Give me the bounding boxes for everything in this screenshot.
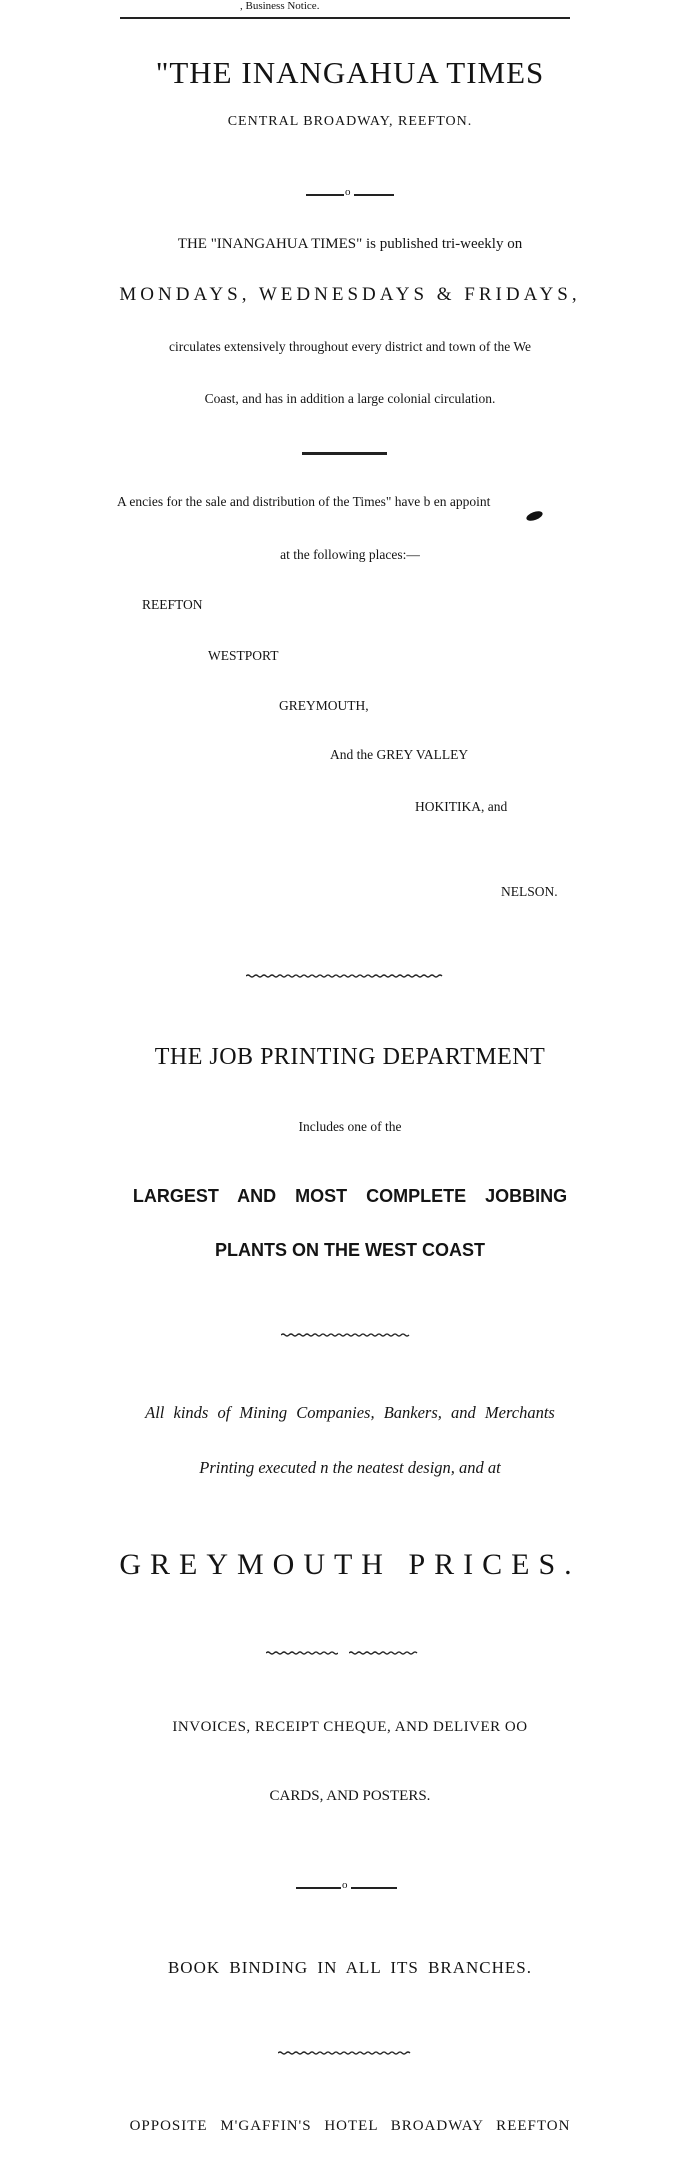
agencies-intro-2: at the following places:— <box>280 547 420 562</box>
wavy-rule <box>349 1651 419 1655</box>
ink-blot <box>525 509 544 522</box>
place-grey-valley: And the GREY VALLEY <box>330 747 469 762</box>
jobbing-line: LARGEST AND MOST COMPLETE JOBBING <box>132 1186 568 1206</box>
ornament-dash-left <box>296 1887 341 1889</box>
wavy-rule <box>281 1333 411 1337</box>
ornament-dash-right <box>354 194 394 196</box>
wavy-rule <box>266 1651 338 1655</box>
masthead-title: "THE INANGAHUA TIMES <box>155 55 545 90</box>
agencies-intro: A encies for the sale and distribution of the Times" have b en appoint <box>117 494 491 509</box>
printing-line: Printing executed n the neatest design, and at <box>199 1458 501 1477</box>
wavy-rule <box>246 974 444 978</box>
place-hokitika: HOKITIKA, and <box>415 799 508 814</box>
mining-line: All kinds of Mining Companies, Bankers, and Merchants <box>145 1403 555 1422</box>
running-head: , Business Notice. <box>240 0 320 12</box>
publication-line: THE "INANGAHUA TIMES" is published tri-weekly on <box>177 236 523 252</box>
place-westport: WESTPORT <box>208 648 279 663</box>
wavy-rule <box>278 2051 412 2055</box>
job-printing-includes: Includes one of the <box>298 1119 402 1134</box>
place-greymouth: GREYMOUTH, <box>279 698 369 713</box>
prices-heading: GREYMOUTH PRICES. <box>119 1548 581 1581</box>
circulation-line-2: Coast, and has in addition a large colonial circulation. <box>204 391 496 406</box>
place-nelson: NELSON. <box>501 884 558 899</box>
header-rule <box>120 17 570 19</box>
posters-line: CARDS, AND POSTERS. <box>269 1788 431 1804</box>
masthead-address: CENTRAL BROADWAY, REEFTON. <box>227 114 473 129</box>
circulation-line: circulates extensively throughout every district and town of the We <box>169 339 531 354</box>
section-rule <box>302 452 387 455</box>
job-printing-heading: THE JOB PRINTING DEPARTMENT <box>154 1044 546 1070</box>
ornament-dash-o: o <box>345 186 351 198</box>
footer-address: OPPOSITE M'GAFFIN'S HOTEL BROADWAY REEFTON <box>129 2118 571 2134</box>
place-reefton: REEFTON <box>142 597 203 612</box>
plants-line: PLANTS ON THE WEST COAST <box>215 1240 485 1260</box>
ornament-dash-left <box>306 194 344 196</box>
ornament-dash-right <box>351 1887 397 1889</box>
ornament-dash-o: o <box>342 1879 348 1891</box>
invoices-line: INVOICES, RECEIPT CHEQUE, AND DELIVER OO <box>172 1719 528 1735</box>
publication-days: MONDAYS, WEDNESDAYS & FRIDAYS, <box>119 284 581 305</box>
binding-heading: BOOK BINDING IN ALL ITS BRANCHES. <box>167 1958 533 1977</box>
